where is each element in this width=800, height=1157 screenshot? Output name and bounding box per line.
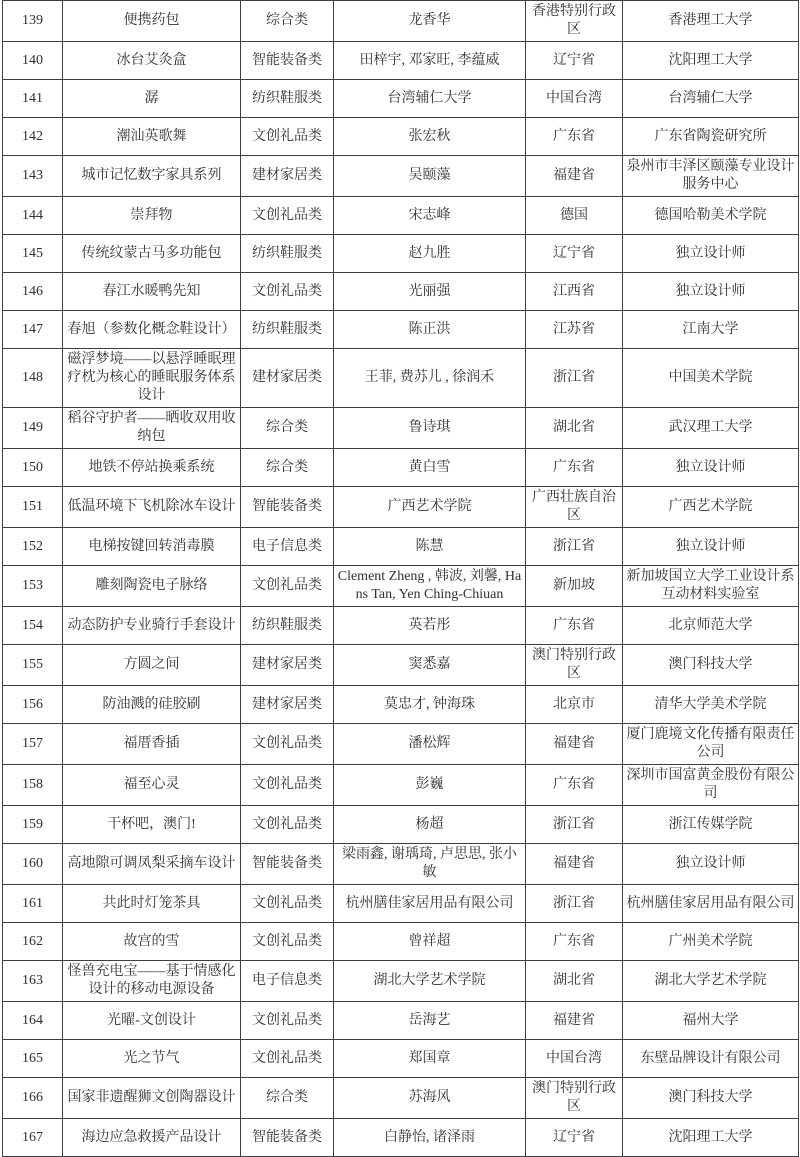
- table-row: [3, 80, 799, 118]
- table-row: [3, 1078, 799, 1119]
- organization-cell: 德国哈勒美术学院: [623, 197, 799, 235]
- author-cell: 黄白雪: [334, 449, 526, 487]
- entries-table: [2, 0, 799, 1157]
- author-cell: 郑国章: [334, 1040, 526, 1078]
- region-cell: 德国: [526, 197, 623, 235]
- author-cell: 张宏秋: [334, 118, 526, 156]
- category-cell: 文创礼品类: [241, 273, 334, 311]
- table-row: [3, 197, 799, 235]
- work-title-cell: 城市记忆数字家具系列: [63, 156, 241, 197]
- work-title-cell: 福厝香插: [63, 724, 241, 765]
- region-cell: 湖北省: [526, 408, 623, 449]
- region-cell: 广东省: [526, 118, 623, 156]
- category-cell: 综合类: [241, 1, 334, 42]
- category-cell: 文创礼品类: [241, 923, 334, 961]
- author-cell: 台湾辅仁大学: [334, 80, 526, 118]
- table-row: [3, 42, 799, 80]
- category-cell: 综合类: [241, 1078, 334, 1119]
- work-title-cell: 电梯按键回转消毒膜: [63, 528, 241, 566]
- organization-cell: 独立设计师: [623, 273, 799, 311]
- organization-cell: 澳门科技大学: [623, 1078, 799, 1119]
- category-cell: 文创礼品类: [241, 566, 334, 607]
- table-row: [3, 806, 799, 844]
- entry-number-cell: 160: [3, 844, 63, 885]
- author-cell: 光丽强: [334, 273, 526, 311]
- work-title-cell: 海边应急救援产品设计: [63, 1119, 241, 1157]
- table-row: [3, 765, 799, 806]
- category-cell: 纺织鞋服类: [241, 235, 334, 273]
- work-title-cell: 光之节气: [63, 1040, 241, 1078]
- organization-cell: 深圳市国富黄金股份有限公司: [623, 765, 799, 806]
- table-row: [3, 686, 799, 724]
- region-cell: 广东省: [526, 607, 623, 645]
- table-row: [3, 844, 799, 885]
- entry-number-cell: 167: [3, 1119, 63, 1157]
- author-cell: 杭州膳佳家居用品有限公司: [334, 885, 526, 923]
- organization-cell: 福州大学: [623, 1002, 799, 1040]
- entry-number-cell: 157: [3, 724, 63, 765]
- region-cell: 广东省: [526, 449, 623, 487]
- entry-number-cell: 159: [3, 806, 63, 844]
- organization-cell: 独立设计师: [623, 235, 799, 273]
- author-cell: 宋志峰: [334, 197, 526, 235]
- category-cell: 智能装备类: [241, 1119, 334, 1157]
- region-cell: 中国台湾: [526, 80, 623, 118]
- entry-number-cell: 144: [3, 197, 63, 235]
- organization-cell: 台湾辅仁大学: [623, 80, 799, 118]
- author-cell: 曾祥超: [334, 923, 526, 961]
- organization-cell: 杭州膳佳家居用品有限公司: [623, 885, 799, 923]
- region-cell: 新加坡: [526, 566, 623, 607]
- organization-cell: 浙江传媒学院: [623, 806, 799, 844]
- entry-number-cell: 163: [3, 961, 63, 1002]
- category-cell: 建材家居类: [241, 156, 334, 197]
- region-cell: 北京市: [526, 686, 623, 724]
- category-cell: 文创礼品类: [241, 118, 334, 156]
- entry-number-cell: 151: [3, 487, 63, 528]
- organization-cell: 东壁品牌设计有限公司: [623, 1040, 799, 1078]
- region-cell: 辽宁省: [526, 42, 623, 80]
- entry-number-cell: 165: [3, 1040, 63, 1078]
- table-row: [3, 961, 799, 1002]
- work-title-cell: 低温环境下飞机除冰车设计: [63, 487, 241, 528]
- author-cell: 陈正洪: [334, 311, 526, 349]
- entry-number-cell: 155: [3, 645, 63, 686]
- category-cell: 综合类: [241, 449, 334, 487]
- region-cell: 广西壮族自治区: [526, 487, 623, 528]
- work-title-cell: 潺: [63, 80, 241, 118]
- organization-cell: 沈阳理工大学: [623, 42, 799, 80]
- work-title-cell: 方圆之间: [63, 645, 241, 686]
- organization-cell: 沈阳理工大学: [623, 1119, 799, 1157]
- region-cell: 澳门特别行政区: [526, 1078, 623, 1119]
- table-row: [3, 118, 799, 156]
- category-cell: 纺织鞋服类: [241, 311, 334, 349]
- category-cell: 智能装备类: [241, 42, 334, 80]
- organization-cell: 北京师范大学: [623, 607, 799, 645]
- table-row: [3, 566, 799, 607]
- category-cell: 智能装备类: [241, 844, 334, 885]
- author-cell: 梁雨鑫, 谢瑀琦, 卢思思, 张小敏: [334, 844, 526, 885]
- table-row: [3, 645, 799, 686]
- work-title-cell: 地铁不停站换乘系统: [63, 449, 241, 487]
- author-cell: 莫忠才, 钟海珠: [334, 686, 526, 724]
- organization-cell: 厦门鹿境文化传播有限责任公司: [623, 724, 799, 765]
- region-cell: 中国台湾: [526, 1040, 623, 1078]
- organization-cell: 中国美术学院: [623, 349, 799, 408]
- organization-cell: 新加坡国立大学工业设计系互动材料实验室: [623, 566, 799, 607]
- author-cell: 窦悉嘉: [334, 645, 526, 686]
- region-cell: 福建省: [526, 724, 623, 765]
- work-title-cell: 潮汕英歌舞: [63, 118, 241, 156]
- author-cell: 湖北大学艺术学院: [334, 961, 526, 1002]
- organization-cell: 广西艺术学院: [623, 487, 799, 528]
- region-cell: 辽宁省: [526, 1119, 623, 1157]
- entry-number-cell: 146: [3, 273, 63, 311]
- table-row: [3, 607, 799, 645]
- work-title-cell: 磁浮梦境——以悬浮睡眠理疗枕为核心的睡眠服务体系设计: [63, 349, 241, 408]
- region-cell: 福建省: [526, 844, 623, 885]
- category-cell: 文创礼品类: [241, 806, 334, 844]
- region-cell: 福建省: [526, 1002, 623, 1040]
- organization-cell: 香港理工大学: [623, 1, 799, 42]
- entry-number-cell: 166: [3, 1078, 63, 1119]
- entry-number-cell: 164: [3, 1002, 63, 1040]
- entry-number-cell: 154: [3, 607, 63, 645]
- work-title-cell: 传统纹蒙古马多功能包: [63, 235, 241, 273]
- entry-number-cell: 140: [3, 42, 63, 80]
- entry-number-cell: 148: [3, 349, 63, 408]
- work-title-cell: 冰台艾灸盒: [63, 42, 241, 80]
- work-title-cell: 故宫的雪: [63, 923, 241, 961]
- author-cell: 岳海艺: [334, 1002, 526, 1040]
- organization-cell: 广州美术学院: [623, 923, 799, 961]
- category-cell: 纺织鞋服类: [241, 607, 334, 645]
- entry-number-cell: 153: [3, 566, 63, 607]
- organization-cell: 清华大学美术学院: [623, 686, 799, 724]
- entry-number-cell: 158: [3, 765, 63, 806]
- category-cell: 纺织鞋服类: [241, 80, 334, 118]
- entry-number-cell: 139: [3, 1, 63, 42]
- author-cell: 吴颐藻: [334, 156, 526, 197]
- category-cell: 文创礼品类: [241, 765, 334, 806]
- author-cell: 英若彤: [334, 607, 526, 645]
- region-cell: 江西省: [526, 273, 623, 311]
- author-cell: 广西艺术学院: [334, 487, 526, 528]
- work-title-cell: 便携药包: [63, 1, 241, 42]
- entry-number-cell: 143: [3, 156, 63, 197]
- region-cell: 辽宁省: [526, 235, 623, 273]
- work-title-cell: 春旭（参数化概念鞋设计）: [63, 311, 241, 349]
- entry-number-cell: 145: [3, 235, 63, 273]
- table-row: [3, 311, 799, 349]
- author-cell: 潘松辉: [334, 724, 526, 765]
- region-cell: 浙江省: [526, 349, 623, 408]
- table-row: [3, 1119, 799, 1157]
- category-cell: 文创礼品类: [241, 197, 334, 235]
- work-title-cell: 共此时灯笼茶具: [63, 885, 241, 923]
- table-row: [3, 156, 799, 197]
- work-title-cell: 稻谷守护者——晒收双用收纳包: [63, 408, 241, 449]
- author-cell: 彭巍: [334, 765, 526, 806]
- region-cell: 浙江省: [526, 885, 623, 923]
- table-row: [3, 349, 799, 408]
- table-row: [3, 273, 799, 311]
- category-cell: 电子信息类: [241, 961, 334, 1002]
- work-title-cell: 防油溅的硅胶刷: [63, 686, 241, 724]
- category-cell: 文创礼品类: [241, 885, 334, 923]
- author-cell: 杨超: [334, 806, 526, 844]
- work-title-cell: 雕刻陶瓷电子脉络: [63, 566, 241, 607]
- category-cell: 文创礼品类: [241, 1002, 334, 1040]
- table-row: [3, 923, 799, 961]
- work-title-cell: 福至心灵: [63, 765, 241, 806]
- entry-number-cell: 150: [3, 449, 63, 487]
- work-title-cell: 高地隙可调凤梨采摘车设计: [63, 844, 241, 885]
- work-title-cell: 国家非遗醒狮文创陶器设计: [63, 1078, 241, 1119]
- table-row: [3, 235, 799, 273]
- author-cell: 龙香华: [334, 1, 526, 42]
- region-cell: 福建省: [526, 156, 623, 197]
- organization-cell: 泉州市丰泽区颐藻专业设计服务中心: [623, 156, 799, 197]
- author-cell: 苏海风: [334, 1078, 526, 1119]
- work-title-cell: 动态防护专业骑行手套设计: [63, 607, 241, 645]
- entry-number-cell: 142: [3, 118, 63, 156]
- region-cell: 澳门特别行政区: [526, 645, 623, 686]
- entry-number-cell: 141: [3, 80, 63, 118]
- category-cell: 文创礼品类: [241, 1040, 334, 1078]
- work-title-cell: 光曜-文创设计: [63, 1002, 241, 1040]
- entries-table-body: [3, 1, 799, 1157]
- table-row: [3, 724, 799, 765]
- region-cell: 浙江省: [526, 806, 623, 844]
- entry-number-cell: 147: [3, 311, 63, 349]
- work-title-cell: 怪兽充电宝——基于情感化设计的移动电源设备: [63, 961, 241, 1002]
- category-cell: 文创礼品类: [241, 724, 334, 765]
- organization-cell: 武汉理工大学: [623, 408, 799, 449]
- region-cell: 香港特别行政区: [526, 1, 623, 42]
- entry-number-cell: 156: [3, 686, 63, 724]
- entry-number-cell: 162: [3, 923, 63, 961]
- author-cell: 陈慧: [334, 528, 526, 566]
- entry-number-cell: 161: [3, 885, 63, 923]
- work-title-cell: 干杯吧，澳门!: [63, 806, 241, 844]
- organization-cell: 独立设计师: [623, 844, 799, 885]
- region-cell: 浙江省: [526, 528, 623, 566]
- category-cell: 建材家居类: [241, 645, 334, 686]
- category-cell: 建材家居类: [241, 686, 334, 724]
- region-cell: 广东省: [526, 923, 623, 961]
- work-title-cell: 崇拜物: [63, 197, 241, 235]
- table-row: [3, 1, 799, 42]
- author-cell: 王菲, 费苏儿 , 徐润禾: [334, 349, 526, 408]
- table-row: [3, 449, 799, 487]
- table-row: [3, 885, 799, 923]
- entry-number-cell: 152: [3, 528, 63, 566]
- work-title-cell: 春江水暖鸭先知: [63, 273, 241, 311]
- organization-cell: 独立设计师: [623, 528, 799, 566]
- table-row: [3, 528, 799, 566]
- organization-cell: 湖北大学艺术学院: [623, 961, 799, 1002]
- organization-cell: 江南大学: [623, 311, 799, 349]
- author-cell: 赵九胜: [334, 235, 526, 273]
- entry-number-cell: 149: [3, 408, 63, 449]
- region-cell: 湖北省: [526, 961, 623, 1002]
- organization-cell: 独立设计师: [623, 449, 799, 487]
- author-cell: Clement Zheng , 韩波, 刘馨, Hans Tan, Yen Ching-Chiuan: [334, 566, 526, 607]
- category-cell: 电子信息类: [241, 528, 334, 566]
- region-cell: 广东省: [526, 765, 623, 806]
- region-cell: 江苏省: [526, 311, 623, 349]
- category-cell: 智能装备类: [241, 487, 334, 528]
- author-cell: 白静怡, 诸泽雨: [334, 1119, 526, 1157]
- category-cell: 综合类: [241, 408, 334, 449]
- table-row: [3, 487, 799, 528]
- author-cell: 田梓宇, 邓家旺, 李蕴威: [334, 42, 526, 80]
- table-row: [3, 408, 799, 449]
- category-cell: 建材家居类: [241, 349, 334, 408]
- table-row: [3, 1040, 799, 1078]
- table-row: [3, 1002, 799, 1040]
- organization-cell: 澳门科技大学: [623, 645, 799, 686]
- author-cell: 鲁诗琪: [334, 408, 526, 449]
- organization-cell: 广东省陶瓷研究所: [623, 118, 799, 156]
